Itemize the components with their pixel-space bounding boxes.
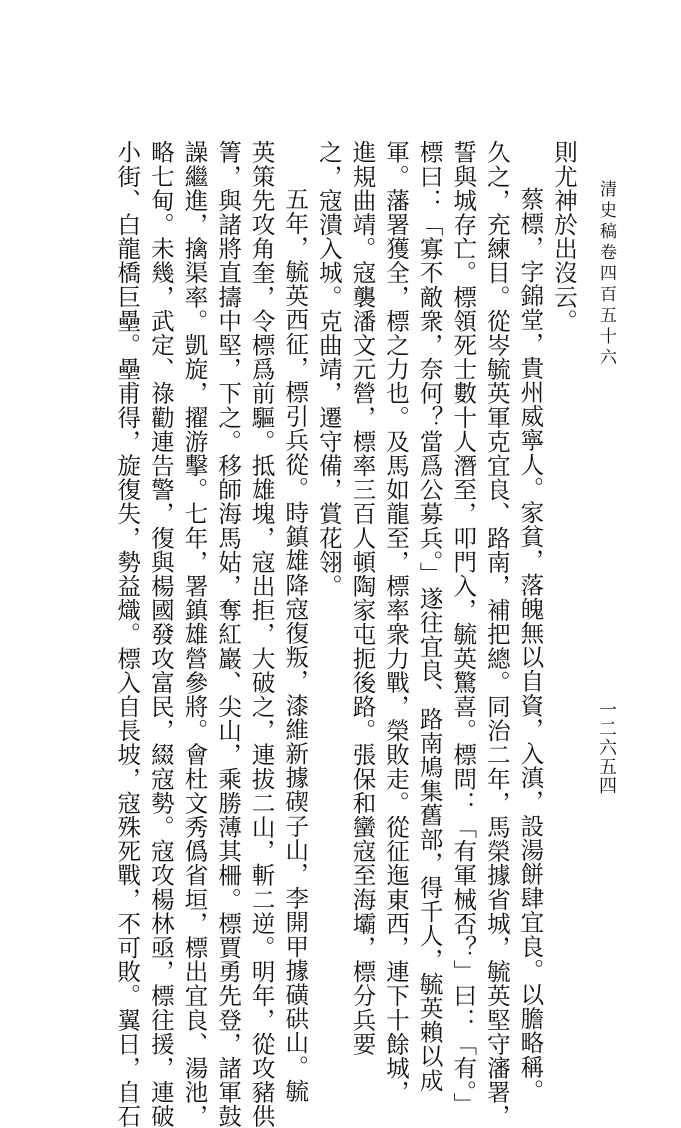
text-column: 蔡標，字錦堂，貴州威寧人。家貧，落魄無以自資，入滇，設湯餅肆宜良。以膽略稱。 — [516, 187, 545, 1103]
text-column: 軍。藩署獲全，標之力也。及馬如龍至，標率衆力戰，榮敗走。從征迤東西，連下十餘城， — [382, 140, 411, 1104]
text-column: 略七甸。未幾，武定、祿勸連告警，復與楊國發攻富民，綴寇勢。寇攻楊林亟，標往援，連破 — [146, 140, 175, 1128]
text-column: 標曰：「寡不敵衆，奈何？當爲公募兵。」遂往宜良、路南鳩集舊部，得千人，毓英賴以成 — [415, 140, 444, 1093]
text-column: 箐，與諸將直擣中堅，下之。移師海馬姑，奪紅巖、尖山，乘勝薄其柵。標賈勇先登，諸軍鼓 — [214, 140, 243, 1128]
text-column: 之，寇潰入城。克曲靖，遷守備，賞花翎。 — [314, 140, 343, 598]
text-column: 則尤神於出沒云。 — [550, 140, 578, 333]
text-column: 誓與城存亡。標領死士數十人潛至，叩門入，毓英驚喜。標問：「有軍械否？」曰：「有。」 — [449, 140, 478, 1117]
running-header: 清史稿卷四百五十六 — [596, 180, 616, 369]
text-column: 小街、白龍橋巨壘。壘甫得，旋復失，勢益熾。標入自長坡，寇殊死戰，不可敗。翼日，自石 — [113, 140, 142, 1128]
text-column: 久之，充練目。從岑毓英軍克宜良、路南，補把總。同治二年，馬榮據省城，毓英堅守瀋署， — [482, 140, 511, 1128]
text-column: 五年，毓英西征，標引兵從。時鎮雄降寇復叛，漆維新據碶子山，李開甲據磺硔山。毓 — [281, 187, 310, 1103]
body-text — [110, 140, 580, 1128]
text-column: 譟繼進，擒渠率。凱旋，擢游擊。七年，署鎮雄營參將。會杜文秀僞省垣，標出宜良、湯池， — [180, 140, 209, 1128]
page-number: 一二六五四 — [596, 700, 617, 795]
text-column: 進規曲靖。寇襲潘文元營，標率三百人頓陶家屯扼後路。張保和蠻寇至海壩，標分兵要 — [348, 140, 377, 1056]
text-column: 英策先攻角奎，令標爲前驅。抵雄塊，寇出拒，大破之，連拔二山，斬二逆。明年，從攻豬供 — [247, 140, 276, 1128]
